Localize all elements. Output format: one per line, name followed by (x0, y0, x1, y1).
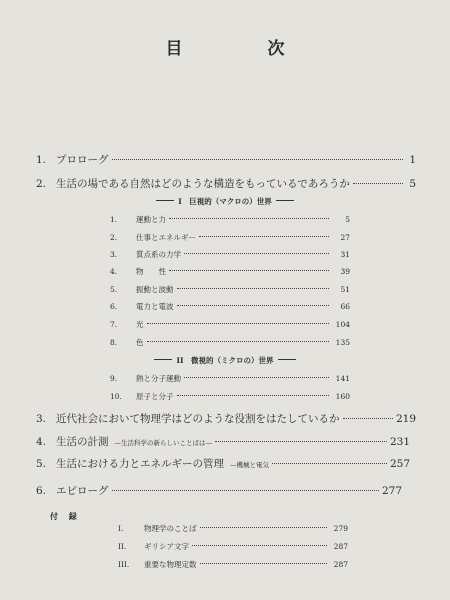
entry-label: 物理学のことば (144, 524, 197, 533)
entry-number: 8. (110, 338, 118, 347)
entry-number: 3. (110, 250, 118, 259)
toc-entry-5 (36, 456, 410, 471)
entry-number: 5. (110, 285, 118, 294)
entry-number: 2. (36, 178, 47, 190)
entry-page: 66 (340, 302, 350, 311)
entry-label: 質点系の力学 (136, 250, 181, 259)
entry-number: III. (118, 560, 130, 569)
entry-page: 287 (333, 560, 348, 569)
toc-subentry (110, 266, 350, 277)
entry-page: 1 (409, 154, 416, 166)
entry-number: I. (118, 524, 124, 533)
entry-page: 279 (333, 524, 348, 533)
toc-entry-2 (36, 176, 416, 191)
entry-label: 重要な物理定数 (144, 560, 197, 569)
entry-label: 熱と分子運動 (136, 374, 181, 383)
toc-entry-6 (36, 483, 402, 498)
toc-subentry (110, 391, 350, 402)
entry-page: 257 (389, 458, 410, 470)
entry-number: 4. (36, 436, 47, 448)
entry-label: エピローグ (56, 485, 109, 497)
entry-page: 27 (340, 233, 350, 242)
dot-leader (200, 563, 328, 564)
entry-page: 135 (335, 338, 350, 347)
entry-label: 電力と電波 (136, 302, 174, 311)
dot-leader (169, 270, 329, 271)
entry-page: 219 (395, 413, 416, 425)
dot-leader (177, 288, 330, 289)
toc-subentry (110, 232, 350, 243)
toc-subentry (110, 373, 350, 384)
toc-entry-3 (36, 411, 416, 426)
entry-label: 仕事とエネルギー (136, 233, 196, 242)
entry-page: 104 (335, 320, 350, 329)
entry-number: 3. (36, 413, 47, 425)
entry-label: 運動と力 (136, 215, 166, 224)
entry-label: 物 性 (136, 267, 166, 276)
entry-number: 6. (36, 485, 47, 497)
entry-page: 39 (340, 267, 350, 276)
part-heading-1 (0, 196, 450, 207)
dot-leader (169, 218, 329, 219)
entry-page: 160 (335, 392, 350, 401)
appendix-entry (118, 523, 348, 534)
entry-label: 生活の計測 (56, 436, 109, 448)
entry-label: 光 (136, 320, 144, 329)
toc-subentry (110, 319, 350, 330)
dot-leader (272, 463, 387, 464)
entry-label: 近代社会において物理学はどのような役割をはたしているか (56, 413, 340, 425)
part-title: I 巨視的（マクロの）世界 (178, 197, 272, 206)
dot-leader (192, 545, 327, 546)
entry-page: 141 (335, 374, 350, 383)
dot-leader (112, 490, 379, 491)
appendix-entry (118, 559, 348, 570)
dot-leader (200, 527, 328, 528)
dot-leader (147, 323, 330, 324)
entry-sublabel: —生活科学の新らしいことばは— (114, 439, 212, 447)
toc-subentry (110, 249, 350, 260)
entry-number: 1. (110, 215, 118, 224)
dot-leader (177, 305, 330, 306)
dot-leader (147, 341, 330, 342)
entry-number: 10. (110, 392, 122, 401)
entry-page: 51 (340, 285, 350, 294)
entry-page: 31 (340, 250, 350, 259)
entry-number: 7. (110, 320, 118, 329)
entry-sublabel: —機械と電気 (230, 461, 269, 469)
entry-page: 287 (333, 542, 348, 551)
entry-number: 9. (110, 374, 118, 383)
entry-label: 振動と波動 (136, 285, 174, 294)
entry-page: 5 (345, 215, 350, 224)
toc-subentry (110, 284, 350, 295)
dot-leader (112, 159, 404, 160)
dot-leader (343, 418, 393, 419)
entry-page: 277 (381, 485, 402, 497)
dot-leader (184, 377, 329, 378)
entry-page: 231 (389, 436, 410, 448)
dot-leader (353, 183, 403, 184)
entry-label: 生活の場である自然はどのような構造をもっているであろうか (56, 178, 350, 190)
page-title: 目 次 (165, 39, 319, 59)
entry-label: 色 (136, 338, 144, 347)
appendix-entry (118, 541, 348, 552)
dot-leader (184, 253, 329, 254)
toc-entry-4 (36, 434, 410, 449)
appendix-heading: 付 録 (50, 511, 81, 521)
part-title: II 微視的（ミクロの）世界 (176, 356, 274, 365)
entry-label: 生活における力とエネルギーの管理 (56, 458, 224, 470)
entry-number: 6. (110, 302, 118, 311)
entry-number: 5. (36, 458, 47, 470)
dot-leader (215, 441, 387, 442)
toc-subentry (110, 214, 350, 225)
entry-page: 5 (409, 178, 416, 190)
toc-entry-1 (36, 152, 416, 167)
part-heading-2 (0, 355, 450, 366)
entry-label: ギリシア文字 (144, 542, 189, 551)
toc-subentry (110, 301, 350, 312)
toc-subentry (110, 337, 350, 348)
entry-label: プロローグ (56, 154, 109, 166)
entry-number: 4. (110, 267, 118, 276)
entry-number: 2. (110, 233, 118, 242)
entry-label: 原子と分子 (136, 392, 174, 401)
dot-leader (199, 236, 329, 237)
entry-number: II. (118, 542, 127, 551)
entry-number: 1. (36, 154, 47, 166)
dot-leader (177, 395, 330, 396)
